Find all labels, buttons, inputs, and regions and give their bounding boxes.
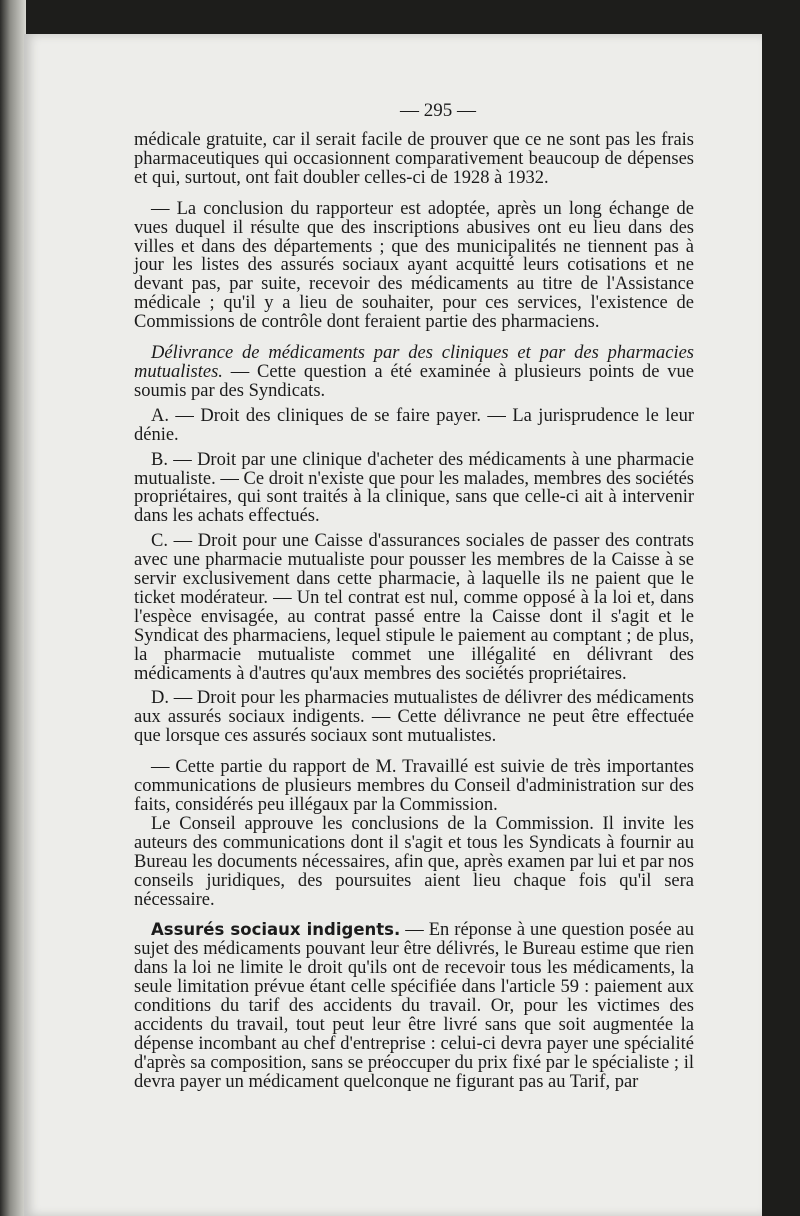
book-gutter bbox=[0, 0, 26, 1216]
paragraph-point-c: C. — Droit pour une Caisse d'assurances sociales de passer des contrats avec une pharmacie mutualiste pour pousser les membres de la Caisse à se servir exclusivement dans cette pharmacie, à laquelle ils ne paient que le ticket modérateur. — Un tel contrat est nul, comme opposé à la loi et, dans l'espèce envisagée, au contrat passé entre la Caisse dont il s'agit et le Syndicat des pharmaciens, lequel stipule le paiement au comptant ; de plus, la pharmacie mutualiste commet une illégalité en délivrant des médicaments à d'autres qu'aux membres des sociétés propriétaires. bbox=[134, 531, 694, 684]
paragraph-indigents-text: — En réponse à une question posée au sujet des médicaments pouvant leur être délivrés, le Bureau estime que rien dans la loi ne limite le droit qu'ils ont de recevoir tous les médicaments, la seule limitation prévue étant celle spécifiée dans l'article 59 : paiement aux conditions du tarif des accidents du travail. Or, pour les victimes des accidents du travail, tout peut leur être livré sans que soit augmentée la dépense incombant au chef d'entreprise : celui-ci devra payer une spécialité d'après sa composition, sans se préoccuper du prix fixé par le spécialiste ; il devra payer un médicament quelconque ne figurant pas au Tarif, par bbox=[134, 920, 694, 1092]
page-number: — 295 — bbox=[400, 100, 476, 121]
paragraph-continuation: médicale gratuite, car il serait facile de prouver que ce ne sont pas les frais pharmaceutiques qui occasionnent comparativement beaucoup de dépenses et qui, surtout, ont fait doubler celles-ci de 1928 à 1932. bbox=[134, 130, 694, 188]
paragraph-indigents bbox=[134, 921, 694, 1091]
body-text bbox=[134, 131, 694, 1092]
paragraph-conseil: Le Conseil approuve les conclusions de la Commission. Il invite les auteurs des communications dont il s'agit et tous les Syndicats à fournir au Bureau les documents nécessaires, afin que, après examen par lui et par nos conseils juridiques, des poursuites aient lieu chaque fois qu'il sera nécessaire. bbox=[134, 813, 694, 910]
section-heading-indigents: Assurés sociaux indigents. bbox=[151, 920, 401, 940]
paragraph-delivrance-text: — Cette question a été examinée à plusieurs points de vue soumis par des Syndicats. bbox=[134, 361, 694, 401]
paragraph-point-a: A. — Droit des cliniques de se faire payer. — La jurisprudence le leur dénie. bbox=[134, 405, 694, 445]
book-page bbox=[24, 34, 762, 1216]
paragraph-point-d: D. — Droit pour les pharmacies mutualistes de délivrer des médicaments aux assurés sociaux indigents. — Cette délivrance ne peut être effectuée que lorsque ces assurés sociaux sont mutualistes. bbox=[134, 688, 694, 747]
paragraph-point-b: B. — Droit par une clinique d'acheter des médicaments à une pharmacie mutualiste. — Ce droit n'existe que pour les malades, membres des sociétés propriétaires, qui sont traités à la clinique, sans que celle-ci ait à intervenir dans les achats effectués. bbox=[134, 449, 694, 527]
paragraph-delivrance bbox=[134, 344, 694, 401]
section-heading-delivrance: Délivrance de médicaments par des cliniques et par des pharmacies mutualistes. bbox=[134, 343, 694, 382]
paragraph-conclusion: — La conclusion du rapporteur est adoptée, après un long échange de vues duquel il résulte que des inscriptions abusives ont eu lieu dans des villes et dans des départements ; que des municipalités ne tiennent pas à jour les listes des assurés sociaux ayant acquitté leurs cotisations et ne devant pas, par suite, recevoir des médicaments au titre de l'Assistance médicale ; qu'il y a lieu de souhaiter, pour ces services, l'existence de Commissions de contrôle dont feraient partie des pharmaciens. bbox=[134, 198, 694, 333]
paragraph-rapport: — Cette partie du rapport de M. Travaillé est suivie de très importantes communications de plusieurs membres du Conseil d'administration sur des faits, considérés peu illégaux par la Commission. bbox=[134, 757, 694, 815]
